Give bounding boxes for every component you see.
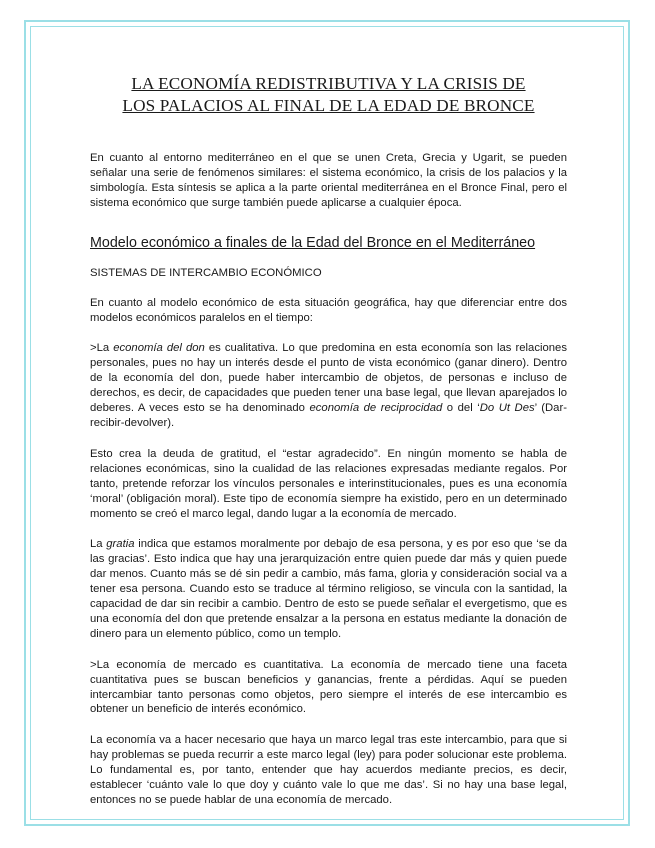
paragraph-3: Esto crea la deuda de gratitud, el “estar agradecido”. En ningún momento se habla de relaciones económicas, sino la cualidad de las relaciones expresadas mediante regalos. Por tanto, pretende reforzar los vínculos personales e interinstitucionales, pues es una economía ‘moral’ (obligación moral). Este tipo de economía siempre ha existido, pero en un determinado momento se creó el marco legal, dando lugar a la economía de mercado. — [90, 447, 567, 520]
document-page — [90, 73, 567, 808]
paragraph-4: La gratia indica que estamos moralmente por debajo de esa persona, y es por eso que ‘se da las gracias’. Esto indica que hay una jerarquización entre quien puede dar más y quien puede dar menos. Cuanto más se dé sin pedir a cambio, más fama, gloria y consideración social va a tener esa persona. Cuando esto se traduce al término religioso, se vincula con la santidad, la capacidad de dar sin recibir a cambio. Dentro de esto se puede señalar el evergetismo, que es una economía del don que pretende ensalzar a la persona en estatus mediante la donación de dinero para un elemento público, como un templo. — [90, 538, 567, 640]
section-heading: Modelo económico a finales de la Edad del Bronce en el Mediterráneo — [90, 234, 536, 251]
subheading: SISTEMAS DE INTERCAMBIO ECONÓMICO — [90, 266, 322, 279]
paragraph-2: >La economía del don es cualitativa. Lo que predomina en esta economía son las relaciones personales, pues no hay un interés desde el punto de vista económico (ganar dinero). Dentro de la economía del don, puede haber intercambio de objetos, de personas e incluso de derechos, es decir, de capacidades que pueden tener una base legal, que llevan aparejados lo deberes. A veces esto se ha denominado economía de reciprocidad o del ‘Do Ut Des’ (Dar-recibir-devolver). — [90, 342, 567, 429]
title-line-2: LOS PALACIOS AL FINAL DE LA EDAD DE BRONCE — [122, 96, 535, 115]
paragraph-1: En cuanto al modelo económico de esta situación geográfica, hay que diferenciar entre dos modelos económicos paralelos en el tiempo: — [90, 296, 567, 324]
paragraph-6: La economía va a hacer necesario que haya un marco legal tras este intercambio, para que si hay problemas se pueda recurrir a este marco legal (ley) para poder solucionar este problema. Lo fundamental es, por tanto, entender que hay acuerdos mediante precios, es decir, establecer ‘cuánto vale lo que doy y cuánto vale lo que me das’. Si no hay una base legal, entonces no se puede hablar de una economía de mercado. — [90, 734, 567, 806]
paragraph-5: >La economía de mercado es cuantitativa. La economía de mercado tiene una faceta cuantitativa pues se buscan beneficios y ganancias, frente a pérdidas. Aquí se pueden intercambiar tanto personas como objetos, pero siempre el interés de ese intercambio es obtener un beneficio de interés económico. — [90, 658, 567, 716]
title-line-1: LA ECONOMÍA REDISTRIBUTIVA Y LA CRISIS DE — [131, 74, 526, 93]
intro-paragraph: En cuanto al entorno mediterráneo en el que se unen Creta, Grecia y Ugarit, se pueden señalar una serie de fenómenos similares: el sistema económico, la crisis de los palacios y la simbología. Esta síntesis se aplica a la parte oriental mediterránea en el Bronce Final, pero el sistema económico que surge también puede aplicarse a cualquier época. — [90, 152, 567, 209]
document-title — [90, 73, 567, 117]
